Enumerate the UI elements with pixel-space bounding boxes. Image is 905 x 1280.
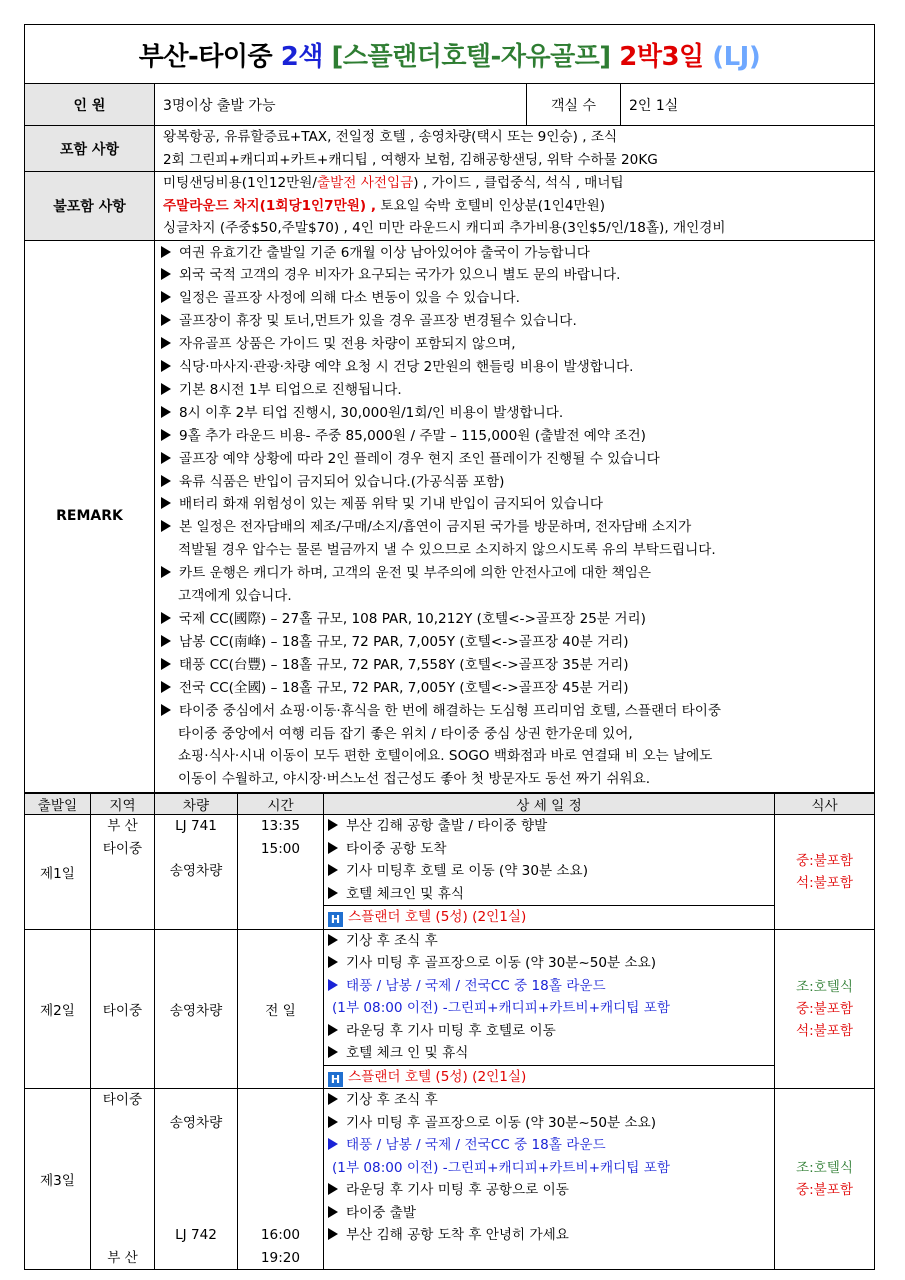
vehicle-text: 송영차량 [169, 1114, 223, 1131]
hotel-icon: H [328, 1072, 343, 1087]
day2-vehicle: 송영차량 [155, 929, 238, 1089]
bullet-arrow-icon [161, 314, 171, 326]
round-line: 태풍 / 남봉 / 국제 / 전국CC 중 18홀 라운드 [324, 1134, 774, 1157]
day3-row [25, 1089, 875, 1270]
hotel-icon: H [328, 912, 343, 927]
detail-line: 기사 미팅후 호텔 로 이동 (약 30분 소요) [324, 860, 774, 883]
include-line: 왕복항공, 유류할증료+TAX, 전일정 호텔 , 송영차량(택시 또는 9인승) , 조식 [163, 129, 618, 145]
bullet-arrow-icon [328, 1116, 338, 1128]
day3-label: 제3일 [25, 1089, 91, 1270]
exclude-text: 토요일 숙박 호텔비 인상분(1인4만원) [376, 197, 606, 214]
remark-list [155, 240, 875, 793]
remark-item: 여권 유효기간 출발일 기준 6개월 이상 남아있어야 출국이 가능합니다 [155, 242, 874, 265]
remark-item: 쇼핑·식사·시내 이동이 모두 편한 호텔이에요. SOGO 백화점과 바로 연결돼 비 오는 날에도 [178, 748, 713, 765]
remark-item: 8시 이후 2부 티업 진행시, 30,000원/1회/인 비용이 발생합니다. [155, 402, 874, 425]
remark-item: 골프장 예약 상황에 따라 2인 플레이 경우 현지 조인 플레이가 진행될 수 있습니다 [155, 448, 874, 471]
day1-meals [775, 815, 875, 930]
time-text: 15:00 [260, 840, 301, 857]
bullet-arrow-icon [328, 1183, 338, 1195]
remark-item: 태풍 CC(台豐) – 18홀 규모, 72 PAR, 7,558Y (호텔<->골프장 35분 거리) [155, 654, 874, 677]
bullet-arrow-icon [161, 337, 171, 349]
round-line: 태풍 / 남봉 / 국제 / 전국CC 중 18홀 라운드 [324, 975, 774, 998]
region-text: 타이중 [102, 840, 143, 857]
day1-label: 제1일 [25, 815, 91, 930]
col-header-region: 지역 [91, 794, 155, 815]
exclude-text-highlight: 주말라운드 차지(1회당1인7만원) , [163, 197, 377, 214]
meal-text: 중:불포함 [795, 1001, 854, 1017]
bullet-arrow-icon [328, 1228, 338, 1240]
region-text: 부 산 [107, 1249, 138, 1266]
detail-line: 타이중 공항 도착 [324, 838, 774, 861]
bullet-arrow-icon [328, 979, 338, 991]
detail-line: 호텔 체크인 및 휴식 [324, 883, 774, 906]
vehicle-text [155, 838, 237, 861]
schedule-header-row [25, 794, 875, 815]
detail-line: 라운딩 후 기사 미팅 후 공항으로 이동 [324, 1179, 774, 1202]
meal-text: 중:불포함 [795, 853, 854, 869]
remark-item: 국제 CC(國際) – 27홀 규모, 108 PAR, 10,212Y (호텔<->골프장 25분 거리) [155, 608, 874, 631]
day3-details [324, 1089, 775, 1270]
remark-item: 타이중 중앙에서 여행 리듬 잡기 좋은 위치 / 타이중 중심 상권 한가운데 있어, [178, 725, 633, 742]
bullet-arrow-icon [161, 704, 171, 716]
day1-region [91, 815, 155, 930]
bullet-arrow-icon [161, 681, 171, 693]
bullet-arrow-icon [328, 956, 338, 968]
title-product: [스플랜더호텔-자유골프] [331, 41, 611, 72]
day2-row [25, 929, 875, 1089]
region-text: 부 산 [107, 818, 138, 835]
exclude-list [155, 172, 875, 241]
detail-line: 라운딩 후 기사 미팅 후 호텔로 이동 [324, 1020, 774, 1043]
info-table [24, 24, 875, 793]
bullet-arrow-icon [328, 1046, 338, 1058]
include-list [155, 126, 875, 172]
col-header-detail: 상 세 일 정 [324, 794, 775, 815]
room-value: 2인 1실 [621, 84, 875, 126]
bullet-arrow-icon [328, 819, 338, 831]
detail-line: 부산 김해 공항 출발 / 타이중 향발 [324, 815, 774, 838]
bullet-arrow-icon [161, 246, 171, 258]
itinerary-sheet [24, 24, 874, 1270]
remark-item: 육류 식품은 반입이 금지되어 있습니다.(가공식품 포함) [155, 471, 874, 494]
remark-item: 외국 국적 고객의 경우 비자가 요구되는 국가가 있으니 별도 문의 바랍니다. [155, 264, 874, 287]
remark-item: 9홀 추가 라운드 비용- 주중 85,000원 / 주말 – 115,000원 (출발전 예약 조건) [155, 425, 874, 448]
col-header-date: 출발일 [25, 794, 91, 815]
remark-item: 본 일정은 전자담배의 제조/구매/소지/흡연이 금지된 국가를 방문하며, 전자담배 소지가 [155, 516, 874, 539]
exclude-line: 싱글차지 (주중$50,주말$70) , 4인 미만 라운드시 캐디피 추가비용(3인$5/인/18홀), 개인경비 [163, 220, 726, 236]
round-note: (1부 08:00 이전) -그린피+캐디피+카트비+캐디팁 포함 [332, 1000, 671, 1017]
people-value: 3명이상 출발 가능 [155, 84, 527, 126]
remark-item: 이동이 수월하고, 야시장·버스노선 접근성도 좋아 첫 방문자도 동선 짜기 쉬워요. [178, 771, 651, 788]
remark-item: 전국 CC(全國) – 18홀 규모, 72 PAR, 7,005Y (호텔<->골프장 45분 거리) [155, 677, 874, 700]
day2-time: 전 일 [238, 929, 324, 1089]
day1-details [324, 815, 775, 930]
bullet-arrow-icon [161, 566, 171, 578]
day2-details [324, 929, 775, 1089]
remark-item: 고객에게 있습니다. [178, 588, 292, 605]
bullet-arrow-icon [328, 1206, 338, 1218]
meal-text: 석:불포함 [795, 875, 854, 891]
detail-line: 타이중 출발 [324, 1202, 774, 1225]
remark-item: 타이중 중심에서 쇼핑·이동·휴식을 한 번에 해결하는 도심형 프리미엄 호텔, 스플랜더 타이중 [155, 700, 874, 723]
meal-text: 중:불포함 [795, 1182, 854, 1199]
people-label: 인 원 [25, 84, 155, 126]
day3-meals [775, 1089, 875, 1270]
detail-line: 호텔 체크 인 및 휴식 [324, 1042, 774, 1065]
detail-line: 기사 미팅 후 골프장으로 이동 (약 30분~50분 소요) [324, 1112, 774, 1135]
col-header-meal: 식사 [775, 794, 875, 815]
include-line: 2회 그린피+캐디피+카트+캐디팁 , 여행자 보험, 김해공항샌딩, 위탁 수하물 20KG [163, 151, 658, 168]
bullet-arrow-icon [161, 383, 171, 395]
bullet-arrow-icon [161, 475, 171, 487]
vehicle-text: LJ 741 [175, 818, 217, 835]
day3-time [238, 1089, 324, 1270]
bullet-arrow-icon [161, 635, 171, 647]
detail-line: 부산 김해 공항 도착 후 안녕히 가세요 [324, 1224, 774, 1247]
hotel-line: H 스플랜더 호텔 (5성) (2인1실) [324, 1065, 774, 1089]
title-route: 부산-타이중 [138, 41, 273, 72]
detail-line: 기상 후 조식 후 [324, 1089, 774, 1112]
bullet-arrow-icon [161, 497, 171, 509]
remark-item: 배터리 화재 위험성이 있는 제품 위탁 및 기내 반입이 금지되어 있습니다 [155, 493, 874, 516]
day1-row [25, 815, 875, 930]
time-text: 19:20 [260, 1249, 301, 1266]
time-text: 13:35 [260, 818, 301, 835]
exclude-line [155, 195, 874, 218]
bullet-arrow-icon [328, 1024, 338, 1036]
meal-text: 조:호텔식 [795, 979, 854, 995]
remark-item: 자유골프 상품은 가이드 및 전용 차량이 포함되지 않으며, [155, 333, 874, 356]
time-text: 16:00 [260, 1227, 301, 1244]
bullet-arrow-icon [328, 1093, 338, 1105]
remark-item: 일정은 골프장 사정에 의해 다소 변동이 있을 수 있습니다. [155, 287, 874, 310]
bullet-arrow-icon [161, 520, 171, 532]
exclude-line [155, 172, 874, 195]
day3-region [91, 1089, 155, 1270]
bullet-arrow-icon [161, 360, 171, 372]
title-duration: 2박3일 [619, 41, 704, 72]
region-text: 타이중 [102, 1092, 143, 1109]
col-header-time: 시간 [238, 794, 324, 815]
bullet-arrow-icon [328, 934, 338, 946]
exclude-label: 불포함 사항 [25, 172, 155, 241]
remark-item: 기본 8시전 1부 티업으로 진행됩니다. [155, 379, 874, 402]
exclude-text-highlight: 출발전 사전입금 [317, 175, 414, 191]
exclude-text: ) , 가이드 , 클럽중식, 석식 , 매너팁 [413, 175, 624, 191]
day1-time [238, 815, 324, 930]
bullet-arrow-icon [328, 842, 338, 854]
include-label: 포함 사항 [25, 126, 155, 172]
remark-item: 적발될 경우 압수는 물론 벌금까지 낼 수 있으므로 소지하지 않으시도록 유의 부탁드립니다. [178, 542, 716, 559]
detail-line: 기상 후 조식 후 [324, 930, 774, 953]
meal-text: 조:호텔식 [795, 1160, 854, 1177]
bullet-arrow-icon [161, 612, 171, 624]
bullet-arrow-icon [161, 429, 171, 441]
day2-meals [775, 929, 875, 1089]
round-note: (1부 08:00 이전) -그린피+캐디피+카트비+캐디팁 포함 [332, 1159, 671, 1176]
detail-line: 기사 미팅 후 골프장으로 이동 (약 30분~50분 소요) [324, 952, 774, 975]
day3-vehicle [155, 1089, 238, 1270]
bullet-arrow-icon [161, 268, 171, 280]
vehicle-text: 송영차량 [169, 863, 223, 880]
title-color-count: 2색 [280, 41, 323, 72]
bullet-arrow-icon [328, 1138, 338, 1150]
bullet-arrow-icon [161, 406, 171, 418]
schedule-table [24, 793, 875, 1270]
hotel-line: H 스플랜더 호텔 (5성) (2인1실) [324, 905, 774, 929]
remark-item: 남봉 CC(南峰) – 18홀 규모, 72 PAR, 7,005Y (호텔<->골프장 40분 거리) [155, 631, 874, 654]
page-title [25, 25, 875, 84]
day1-vehicle [155, 815, 238, 930]
bullet-arrow-icon [328, 887, 338, 899]
vehicle-text: LJ 742 [175, 1227, 217, 1244]
bullet-arrow-icon [161, 452, 171, 464]
title-airline: (LJ) [712, 41, 761, 72]
bullet-arrow-icon [161, 291, 171, 303]
remark-item: 식당·마사지·관광·차량 예약 요청 시 건당 2만원의 핸들링 비용이 발생합니다. [155, 356, 874, 379]
bullet-arrow-icon [328, 864, 338, 876]
meal-text: 석:불포함 [795, 1023, 854, 1039]
bullet-arrow-icon [161, 658, 171, 670]
day2-label: 제2일 [25, 929, 91, 1089]
remark-item: 골프장이 휴장 및 토너,먼트가 있을 경우 골프장 변경될수 있습니다. [155, 310, 874, 333]
day2-region: 타이중 [91, 929, 155, 1089]
exclude-text: 미팅샌딩비용(1인12만원/ [163, 175, 318, 191]
remark-label: REMARK [25, 240, 155, 793]
room-label: 객실 수 [527, 84, 621, 126]
col-header-vehicle: 차량 [155, 794, 238, 815]
remark-item: 카트 운행은 캐디가 하며, 고객의 운전 및 부주의에 의한 안전사고에 대한 책임은 [155, 562, 874, 585]
